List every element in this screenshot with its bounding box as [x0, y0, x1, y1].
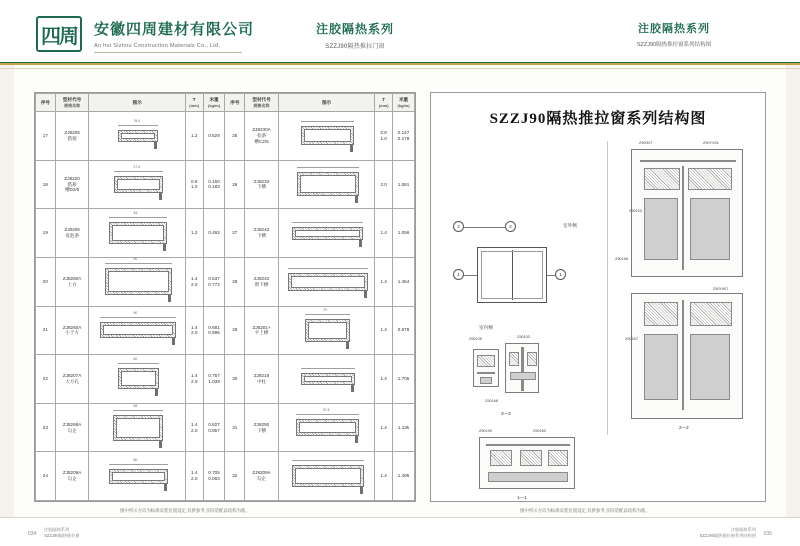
dimension-label: 54 — [133, 211, 138, 216]
profile-flange — [155, 389, 158, 396]
row-no-right: 32 — [225, 452, 245, 501]
row-code-left: ZJ8220 搭接 槽D2/5 — [55, 160, 89, 209]
profile-chamber — [112, 225, 164, 241]
table-row — [36, 160, 415, 209]
row-code-right: ZJ8250 下横 — [245, 403, 279, 452]
row-weight-right: 1.081 — [393, 160, 415, 209]
detail-web — [682, 300, 684, 410]
detail-bar — [477, 372, 495, 374]
row-weight-left: 0.827 0.857 — [203, 403, 225, 452]
profile-spec-table — [34, 92, 416, 502]
profile-flange — [364, 291, 367, 298]
dimension-line — [109, 217, 167, 218]
detail-hatch — [644, 168, 680, 190]
window-elevation — [477, 247, 547, 303]
table-row — [36, 452, 415, 501]
page-footer — [0, 518, 800, 546]
profile-chamber — [308, 322, 347, 339]
section-label-2-2: 2—2 — [679, 425, 689, 430]
row-no-right: 31 — [225, 403, 245, 452]
page-edge-left — [0, 0, 14, 546]
row-weight-left: 0.537 0.772 — [203, 257, 225, 306]
part-tag-z90105: Z90105 — [469, 337, 482, 341]
company-name-en: An hui Sizhou Construction Materials Co., Ltd. — [94, 43, 221, 49]
col-weight-right: 米重 (kg/m) — [393, 94, 415, 112]
lead-line-1 — [464, 275, 477, 276]
row-no-right: 26 — [225, 160, 245, 209]
section-label-3-3: 3—3 — [501, 411, 511, 416]
header-divider — [0, 62, 800, 65]
profile-flange — [163, 244, 166, 251]
detail-hatch — [644, 302, 678, 326]
table-row — [36, 112, 415, 161]
row-no-left: 23 — [36, 403, 56, 452]
row-code-right: ZJ8218 中柱 — [245, 355, 279, 404]
col-weight-left: 米重 (kg/m) — [203, 94, 225, 112]
row-weight-left: 0.705 0.063 — [203, 452, 225, 501]
profile-chamber — [299, 422, 356, 433]
row-no-right: 27 — [225, 209, 245, 258]
dimension-line — [114, 171, 163, 172]
note-right: 图中所示方向为标准安装位置设定,仅供参考,实际装配以结构为准。 — [520, 508, 650, 513]
profile-flange — [359, 240, 362, 247]
dimension-label: 27.4 — [133, 164, 141, 169]
dimension-line — [301, 368, 355, 369]
profile-figure — [89, 209, 185, 258]
part-tag-z90103: Z90103 — [517, 335, 530, 339]
detail-hatch — [509, 352, 519, 366]
detail-hatch — [490, 450, 512, 466]
profile-figure — [278, 257, 374, 306]
row-thickness-left: 1.4 2.0 — [185, 306, 203, 355]
dimension-label: 90 — [133, 311, 138, 316]
row-no-right: 29 — [225, 306, 245, 355]
dimension-line — [118, 363, 159, 364]
profile-flange — [350, 145, 353, 152]
detail-web — [682, 166, 684, 270]
row-code-right: ZJ8242 下横 — [245, 209, 279, 258]
structure-panel — [430, 92, 766, 502]
company-name-cn: 安徽四周建材有限公司 — [94, 22, 255, 38]
detail-hatch — [548, 450, 568, 466]
lead-line-2 — [547, 275, 555, 276]
row-weight-right: 1.705 — [393, 355, 415, 404]
profile-chamber — [304, 129, 351, 142]
profile-figure — [89, 112, 185, 161]
page-number-right: 035 — [763, 531, 772, 537]
header-divider-thin — [0, 68, 800, 69]
col-figure-right: 图示 — [278, 94, 374, 112]
profile-figure — [278, 306, 374, 355]
table-row — [36, 355, 415, 404]
series-right-subtitle: SZZJ90隔热推拉窗系列结构图 — [636, 42, 712, 48]
series-right-title: 注胶隔热系列 — [638, 23, 710, 35]
logo-mark: 四周 — [36, 16, 82, 52]
profile-flange — [355, 196, 358, 203]
footer-left-line1: 注胶隔热系列 — [44, 527, 70, 532]
series-center — [290, 20, 420, 50]
row-no-left: 22 — [36, 355, 56, 404]
row-code-left: ZJ8206 发泡条 — [55, 209, 89, 258]
row-thickness-left: 1.2 — [185, 112, 203, 161]
row-no-right: 25 — [225, 112, 245, 161]
profile-flange — [168, 295, 171, 302]
row-thickness-left: 0.8 1.0 — [185, 160, 203, 209]
table-row — [36, 209, 415, 258]
profile-flange — [172, 338, 175, 345]
dimension-line — [105, 263, 172, 264]
row-code-left: ZJ8209A 勾企 — [55, 452, 89, 501]
row-code-right: ZJ8201+ 平上横 — [245, 306, 279, 355]
profile-chamber — [121, 133, 155, 139]
detail-2-2-lower — [631, 293, 743, 419]
dimension-line — [100, 317, 176, 318]
profile-chamber — [112, 472, 165, 481]
profile-chamber — [117, 179, 160, 190]
series-right — [584, 20, 764, 48]
row-thickness-left: 1.4 2.0 — [185, 452, 203, 501]
profile-figure — [89, 403, 185, 452]
row-code-right: ZJ8233 下横 — [245, 160, 279, 209]
brand-underline — [94, 52, 242, 53]
part-tag-z90167: Z90167 — [625, 337, 638, 341]
row-no-right: 30 — [225, 355, 245, 404]
detail-gasket — [480, 377, 492, 384]
row-code-left: ZJ8207A 大方孔 — [55, 355, 89, 404]
brand-block — [94, 18, 254, 53]
part-tag-z90190: Z90190 — [479, 429, 492, 433]
row-no-left: 21 — [36, 306, 56, 355]
part-tag-z90168: Z90168 — [615, 257, 628, 261]
profile-chamber — [300, 175, 356, 193]
dimension-line — [292, 460, 364, 461]
dimension-label: 37.6 — [322, 408, 330, 413]
lead-line-3 — [464, 227, 506, 228]
profile-chamber — [295, 468, 361, 484]
dimension-line — [301, 121, 354, 122]
detail-bar — [640, 160, 736, 162]
row-weight-left: 0.529 — [203, 112, 225, 161]
detail-glass — [690, 334, 730, 400]
dimension-label: 58 — [133, 403, 138, 408]
row-weight-right: 0.978 — [393, 306, 415, 355]
col-code-right: 型材代号 规格名称 — [245, 94, 279, 112]
table-row — [36, 306, 415, 355]
dimension-line — [109, 464, 168, 465]
detail-hatch — [477, 355, 495, 367]
profile-chamber — [108, 271, 169, 292]
part-tag-z90168-b: Z90Y907 — [713, 287, 729, 291]
table-row — [36, 257, 415, 306]
balloon-2-top: 2 — [505, 221, 516, 232]
row-thickness-right: 1.4 — [375, 209, 393, 258]
profile-chamber — [103, 325, 173, 335]
profile-figure — [278, 355, 374, 404]
page-edge-right — [786, 0, 800, 546]
row-no-left: 24 — [36, 452, 56, 501]
row-code-right: ZJ8209A 勾企 — [245, 452, 279, 501]
dimension-label: 60 — [133, 357, 138, 362]
detail-hatch — [527, 352, 537, 366]
label-outdoor: 室外侧 — [563, 223, 577, 228]
profile-flange — [346, 342, 349, 349]
detail-web — [521, 347, 524, 391]
profile-flange — [351, 385, 354, 392]
row-no-left: 18 — [36, 160, 56, 209]
part-tag-z90123: Z90123 — [629, 209, 642, 213]
profile-figure — [278, 452, 374, 501]
dimension-label: 80 — [133, 457, 138, 462]
note-left: 图中所示方向为标准安装位置设定,仅供参考,实际装配以结构为准。 — [120, 508, 250, 513]
dimension-line — [297, 167, 359, 168]
profile-flange — [164, 484, 167, 491]
row-code-left: ZJ8268A 勾企 — [55, 403, 89, 452]
table-row — [36, 403, 415, 452]
row-thickness-left: 1.2 — [185, 209, 203, 258]
row-weight-right: 1.056 — [393, 209, 415, 258]
detail-glass — [644, 198, 678, 260]
profile-flange — [360, 487, 363, 494]
row-thickness-right: 1.4 — [375, 403, 393, 452]
footer-right-line1: 注胶隔热系列 — [730, 527, 756, 532]
detail-hatch — [688, 168, 732, 190]
col-no-left: 序号 — [36, 94, 56, 112]
row-weight-right: 1.495 — [393, 452, 415, 501]
detail-glass — [644, 334, 678, 400]
col-code-left: 型材代号 规格名称 — [55, 94, 89, 112]
logo-wrap — [36, 16, 84, 54]
row-no-left: 19 — [36, 209, 56, 258]
profile-figure — [89, 160, 185, 209]
page-header — [0, 0, 800, 62]
part-tag-z90160: Z90160 — [533, 429, 546, 433]
profile-chamber — [116, 418, 160, 438]
row-weight-left: 0.150 0.183 — [203, 160, 225, 209]
detail-gasket — [510, 372, 536, 380]
detail-hatch — [520, 450, 542, 466]
detail-1-1 — [479, 437, 575, 489]
part-tag-z90yx01: Z90YX01 — [703, 141, 719, 145]
row-weight-right: 1.454 — [393, 257, 415, 306]
profile-chamber — [304, 376, 352, 382]
row-no-left: 17 — [36, 112, 56, 161]
profile-figure — [89, 257, 185, 306]
profile-chamber — [291, 276, 365, 288]
series-center-title: 注胶隔热系列 — [315, 22, 394, 36]
dimension-label: 90 — [133, 257, 138, 262]
dimension-line — [113, 410, 163, 411]
col-t-left: T (mm) — [185, 94, 203, 112]
row-thickness-right: 1.4 — [375, 257, 393, 306]
drawing-divider — [607, 141, 608, 435]
balloon-1-right: 1 — [555, 269, 566, 280]
table-header-row — [36, 94, 415, 112]
row-weight-right: 0.147 0.178 — [393, 112, 415, 161]
detail-3-3-left — [473, 349, 499, 387]
row-no-right: 28 — [225, 257, 245, 306]
row-weight-left: 0.492 — [203, 209, 225, 258]
footer-right-line2: SZZJ90隔热推拉窗系列结构图 — [699, 533, 756, 538]
dimension-line — [292, 222, 363, 223]
dimension-line — [305, 314, 350, 315]
detail-glass — [690, 198, 730, 260]
page-number-left: 034 — [28, 531, 37, 537]
row-thickness-left: 1.4 2.0 — [185, 355, 203, 404]
dimension-line — [118, 125, 158, 126]
detail-hatch — [690, 302, 732, 326]
row-code-left: ZJ8260A 小于方 — [55, 306, 89, 355]
detail-2-2-upper — [631, 149, 743, 277]
part-tag-z90h07: Z90H07 — [639, 141, 653, 145]
profile-chamber — [295, 230, 360, 237]
row-thickness-right: 1.4 — [375, 452, 393, 501]
dimension-line — [296, 414, 359, 415]
dimension-label: 76.4 — [133, 118, 141, 123]
dimension-label: 70 — [322, 307, 327, 312]
row-thickness-right: 1.4 — [375, 355, 393, 404]
row-code-left: ZJ8205 搭接 — [55, 112, 89, 161]
row-weight-left: 0.681 0.696 — [203, 306, 225, 355]
row-thickness-left: 1.4 2.0 — [185, 257, 203, 306]
row-thickness-right: 0.8 1.0 — [375, 112, 393, 161]
profile-flange — [355, 436, 358, 443]
section-label-1-1: 1—1 — [517, 495, 527, 500]
dimension-line — [288, 268, 368, 269]
profile-figure — [89, 355, 185, 404]
row-weight-right: 1.13k — [393, 403, 415, 452]
profile-chamber — [121, 371, 156, 386]
col-no-right: 序号 — [225, 94, 245, 112]
series-center-subtitle: SZZJ90隔热推拉门窗 — [325, 44, 385, 50]
profile-figure — [278, 209, 374, 258]
row-code-right: ZJ8230A 扣条 槽C2/5 — [245, 112, 279, 161]
profile-flange — [159, 193, 162, 200]
detail-gasket — [488, 472, 568, 482]
row-code-left: ZJ8260A 上方 — [55, 257, 89, 306]
detail-3-3-mid — [505, 343, 539, 393]
row-thickness-left: 1.4 2.0 — [185, 403, 203, 452]
balloon-1-left: 1 — [453, 269, 464, 280]
row-no-left: 20 — [36, 257, 56, 306]
detail-bar — [486, 444, 570, 446]
profile-figure — [89, 306, 185, 355]
col-t-right: T (mm) — [375, 94, 393, 112]
row-weight-left: 0.757 1.039 — [203, 355, 225, 404]
profile-figure — [278, 112, 374, 161]
balloon-2-left: 2 — [453, 221, 464, 232]
col-figure-left: 图示 — [89, 94, 185, 112]
structure-panel-title: SZZJ90隔热推拉窗系列结构图 — [489, 111, 707, 127]
part-tag-z90y907: Z90168 — [485, 399, 498, 403]
profile-figure — [278, 403, 374, 452]
label-indoor: 室内侧 — [479, 325, 493, 330]
profile-flange — [154, 142, 157, 149]
row-thickness-right: 2.0 — [375, 160, 393, 209]
profile-flange — [159, 441, 162, 448]
footer-left-line2: SZZJ90隔热推拉窗 — [44, 533, 80, 538]
row-code-right: ZJ8242 窗下横 — [245, 257, 279, 306]
structure-drawing-area — [439, 137, 757, 500]
row-thickness-right: 1.4 — [375, 306, 393, 355]
profile-figure — [89, 452, 185, 501]
profile-figure — [278, 160, 374, 209]
